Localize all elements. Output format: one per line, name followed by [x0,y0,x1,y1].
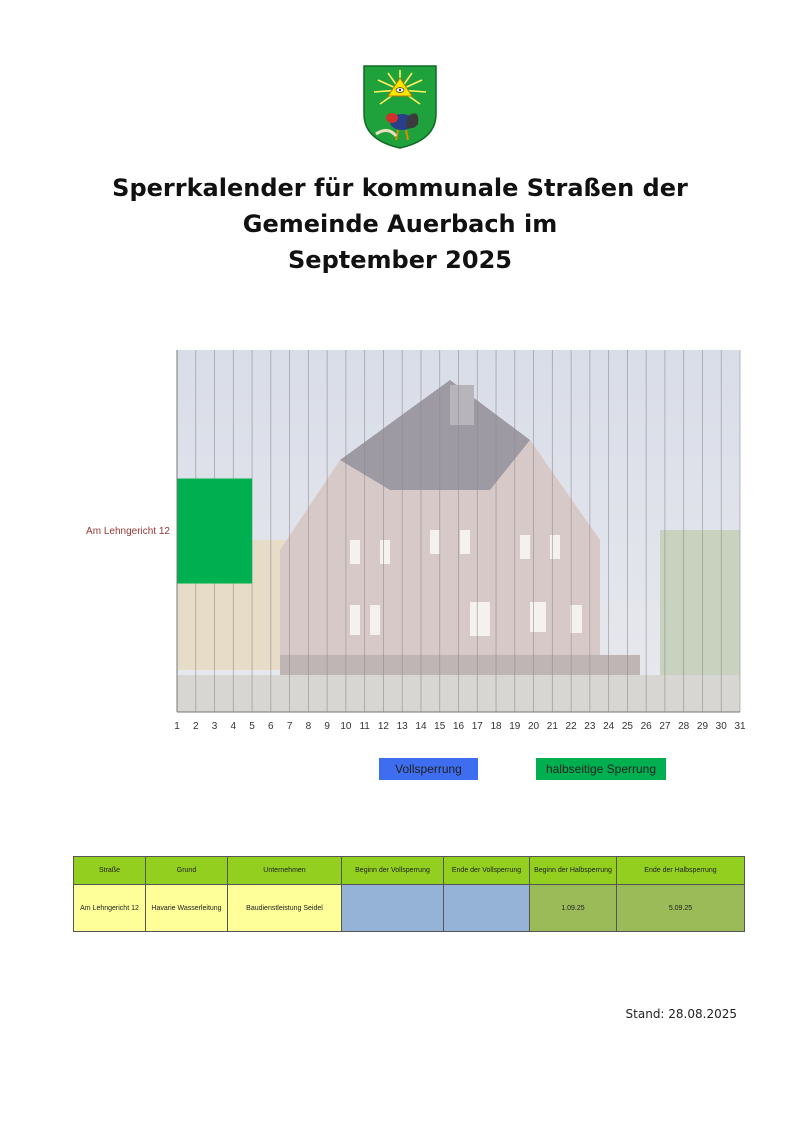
cell-grund: Havarie Wasserleitung [146,885,228,932]
cell-unternehmen: Baudienstleistung Seidel [228,885,342,932]
col-header-unternehmen: Unternehmen [228,857,342,885]
col-header-ende-voll: Ende der Vollsperrung [444,857,530,885]
x-tick-label: 25 [621,721,633,732]
x-tick-label: 22 [565,721,577,732]
closure-bar [177,479,252,584]
table-header-row [74,857,745,885]
x-tick-label: 21 [546,721,558,732]
x-tick-label: 8 [305,721,312,732]
table-row [74,885,745,932]
x-tick-label: 18 [490,721,502,732]
col-header-ende-halb: Ende der Halbsperrung [617,857,745,885]
x-tick-label: 11 [359,721,370,732]
legend-vollsperrung: Vollsperrung [379,758,478,780]
stand-date: Stand: 28.08.2025 [625,1007,737,1021]
x-tick-label: 17 [471,721,483,732]
closure-table [73,856,745,932]
category-label: Am Lehngericht 12 [86,526,170,537]
x-tick-label: 26 [640,721,652,732]
col-header-strasse: Straße [74,857,146,885]
x-tick-label: 12 [377,721,389,732]
x-tick-label: 4 [230,721,237,732]
cell-ende-voll [444,885,530,932]
x-tick-label: 27 [659,721,671,732]
title-line-1: Sperrkalender für kommunale Straßen der [112,174,688,202]
x-tick-label: 31 [734,721,746,732]
legend-halbseitige-sperrung: halbseitige Sperrung [536,758,666,780]
x-tick-label: 29 [696,721,709,732]
x-tick-label: 24 [603,721,615,732]
x-tick-label: 5 [249,721,255,732]
col-header-beginn-voll: Beginn der Vollsperrung [342,857,444,885]
col-header-beginn-halb: Beginn der Halbsperrung [530,857,617,885]
x-tick-label: 9 [324,721,330,732]
x-tick-label: 1 [174,721,180,732]
x-tick-label: 13 [396,721,408,732]
x-tick-label: 28 [678,721,690,732]
cell-beginn-voll [342,885,444,932]
cell-strasse: Am Lehngericht 12 [74,885,146,932]
page-title [0,170,800,278]
x-tick-label: 15 [434,721,446,732]
title-line-3: September 2025 [288,246,512,274]
x-tick-label: 10 [340,721,352,732]
x-tick-label: 16 [452,721,465,732]
title-line-2: Gemeinde Auerbach im [242,210,558,238]
x-tick-label: 19 [509,721,521,732]
closure-gantt-chart [60,340,760,740]
cell-beginn-halb: 1.09.25 [530,885,617,932]
cell-ende-halb: 5.09.25 [617,885,745,932]
x-tick-label: 7 [286,721,293,732]
x-tick-label: 2 [192,721,199,732]
coat-of-arms-icon [362,64,438,150]
x-tick-label: 14 [415,721,427,732]
x-tick-label: 3 [211,721,218,732]
x-tick-label: 30 [715,721,727,732]
x-tick-label: 20 [528,721,540,732]
x-tick-label: 6 [268,721,274,732]
x-tick-label: 23 [584,721,596,732]
col-header-grund: Grund [146,857,228,885]
